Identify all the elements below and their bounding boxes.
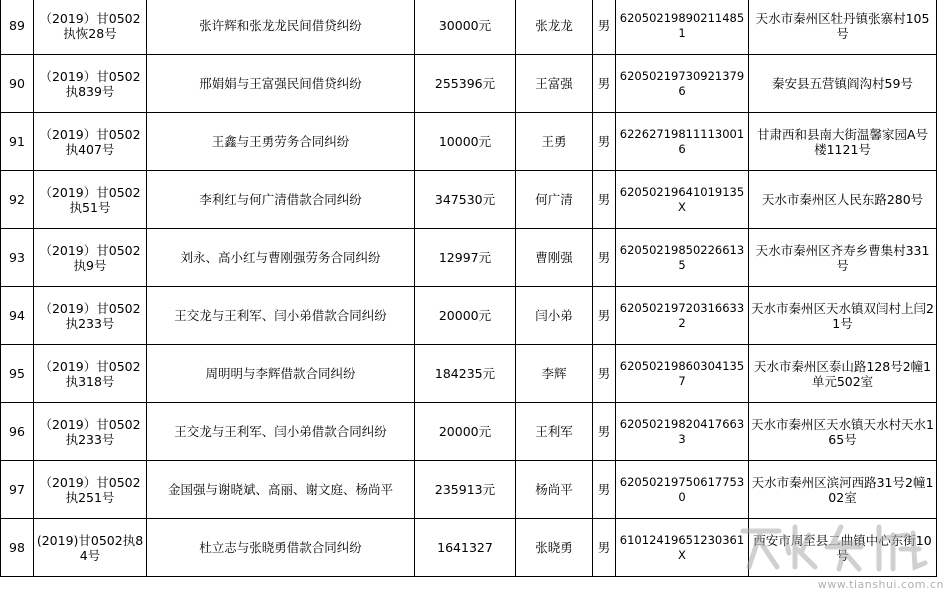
table-row [1, 287, 937, 345]
row-number: 94 [1, 287, 34, 345]
case-number: （2019）甘0502执233号 [34, 403, 147, 461]
row-number: 89 [1, 0, 34, 55]
person-name: 王利军 [516, 403, 593, 461]
row-number: 98 [1, 519, 34, 577]
case-cause: 杜立志与张晓勇借款合同纠纷 [147, 519, 415, 577]
table-row [1, 0, 937, 55]
amount: 235913元 [415, 461, 516, 519]
address: 秦安县五营镇阎沟村59号 [749, 55, 937, 113]
row-number: 96 [1, 403, 34, 461]
amount: 184235元 [415, 345, 516, 403]
gender: 男 [593, 287, 616, 345]
address: 天水市秦州区泰山路128号2幢1单元502室 [749, 345, 937, 403]
address: 天水市秦州区滨河西路31号2幢102室 [749, 461, 937, 519]
id-number: 620502198603041357 [616, 345, 749, 403]
id-number: 620502198502266135 [616, 229, 749, 287]
person-name: 何广清 [516, 171, 593, 229]
id-number: 620502197309213796 [616, 55, 749, 113]
case-number: （2019）甘0502执233号 [34, 287, 147, 345]
person-name: 张龙龙 [516, 0, 593, 55]
person-name: 杨尚平 [516, 461, 593, 519]
case-cause: 邢娟娟与王富强民间借贷纠纷 [147, 55, 415, 113]
address: 天水市秦州区牡丹镇张寨村105号 [749, 0, 937, 55]
address: 天水市秦州区天水镇天水村天水165号 [749, 403, 937, 461]
table-row [1, 113, 937, 171]
case-number: （2019）甘0502执839号 [34, 55, 147, 113]
amount: 347530元 [415, 171, 516, 229]
amount: 10000元 [415, 113, 516, 171]
table-row [1, 55, 937, 113]
address: 天水市秦州区人民东路280号 [749, 171, 937, 229]
row-number: 93 [1, 229, 34, 287]
gender: 男 [593, 0, 616, 55]
case-cause: 王交龙与王利军、闫小弟借款合同纠纷 [147, 403, 415, 461]
gender: 男 [593, 55, 616, 113]
gender: 男 [593, 345, 616, 403]
row-number: 92 [1, 171, 34, 229]
amount: 30000元 [415, 0, 516, 55]
watermark-url: www.tianshui.com.cn [817, 578, 944, 591]
amount: 20000元 [415, 287, 516, 345]
person-name: 李辉 [516, 345, 593, 403]
case-cause: 金国强与谢晓斌、高丽、谢文庭、杨尚平 [147, 461, 415, 519]
amount: 20000元 [415, 403, 516, 461]
gender: 男 [593, 461, 616, 519]
table-row [1, 171, 937, 229]
table-row [1, 519, 937, 577]
amount: 255396元 [415, 55, 516, 113]
gender: 男 [593, 519, 616, 577]
row-number: 97 [1, 461, 34, 519]
case-cause: 李利红与何广清借款合同纠纷 [147, 171, 415, 229]
id-number: 620502198902114851 [616, 0, 749, 55]
id-number: 620502198204176633 [616, 403, 749, 461]
case-cause: 周明明与李辉借款合同纠纷 [147, 345, 415, 403]
table-row [1, 461, 937, 519]
case-number: （2019）甘0502执318号 [34, 345, 147, 403]
person-name: 王勇 [516, 113, 593, 171]
amount: 1641327 [415, 519, 516, 577]
address: 甘肃西和县南大街温馨家园A号楼1121号 [749, 113, 937, 171]
case-cause: 王交龙与王利军、闫小弟借款合同纠纷 [147, 287, 415, 345]
person-name: 张晓勇 [516, 519, 593, 577]
id-number: 61012419651230361X [616, 519, 749, 577]
case-number: （2019）甘0502执恢28号 [34, 0, 147, 55]
person-name: 王富强 [516, 55, 593, 113]
table-row [1, 229, 937, 287]
case-cause: 刘永、高小红与曹刚强劳务合同纠纷 [147, 229, 415, 287]
gender: 男 [593, 229, 616, 287]
person-name: 曹刚强 [516, 229, 593, 287]
gender: 男 [593, 113, 616, 171]
case-cause: 王鑫与王勇劳务合同纠纷 [147, 113, 415, 171]
id-number: 620502197506177530 [616, 461, 749, 519]
table-row [1, 403, 937, 461]
case-number: （2019）甘0502执251号 [34, 461, 147, 519]
gender: 男 [593, 171, 616, 229]
case-cause: 张许辉和张龙龙民间借贷纠纷 [147, 0, 415, 55]
amount: 12997元 [415, 229, 516, 287]
case-number: （2019）甘0502执407号 [34, 113, 147, 171]
gender: 男 [593, 403, 616, 461]
row-number: 91 [1, 113, 34, 171]
id-number: 620502197203166332 [616, 287, 749, 345]
row-number: 95 [1, 345, 34, 403]
case-number: (2019)甘0502执84号 [34, 519, 147, 577]
case-number: （2019）甘0502执9号 [34, 229, 147, 287]
case-number: （2019）甘0502执51号 [34, 171, 147, 229]
address: 西安市周至县二曲镇中心东街10号 [749, 519, 937, 577]
person-name: 闫小弟 [516, 287, 593, 345]
address: 天水市秦州区天水镇双闫村上闫21号 [749, 287, 937, 345]
table-row [1, 345, 937, 403]
id-number: 62050219641019135X [616, 171, 749, 229]
row-number: 90 [1, 55, 34, 113]
id-number: 622627198111130016 [616, 113, 749, 171]
address: 天水市秦州区齐寿乡曹集村331号 [749, 229, 937, 287]
